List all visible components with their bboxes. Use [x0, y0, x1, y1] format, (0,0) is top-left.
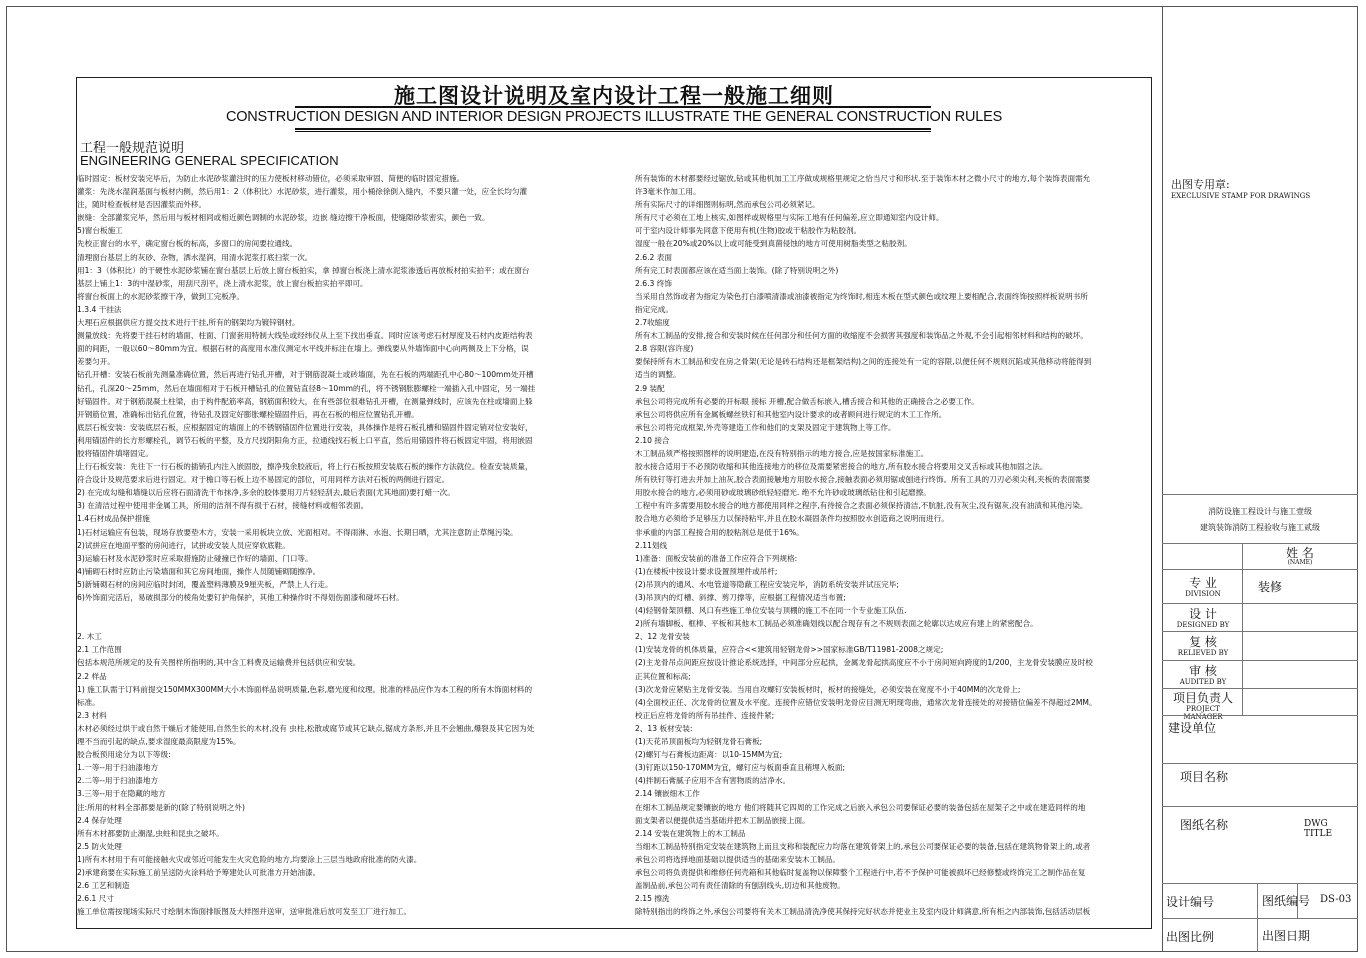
text-line: 2.2 样品 — [77, 671, 107, 681]
document-title-cn: 施工图设计说明及室内设计工程一般施工细则 — [394, 84, 834, 108]
left-text-column — [77, 172, 585, 918]
division-label-en: DIVISION — [1185, 590, 1221, 598]
text-line: 临时固定：板材安装完毕后，为防止水泥砂浆灌注时的压力使板材移动错位，必须采取审固、简便的临时固定措施。 — [77, 174, 465, 183]
project-manager-label: 项目负责人 — [1172, 691, 1233, 705]
qualification-line-1: 消防设施工程设计与施工壹级 — [1208, 507, 1312, 516]
text-line: (1)在楼板中按设计要求设置预埋件或吊杆; — [635, 566, 778, 576]
title-rule — [295, 131, 931, 132]
text-line: (2)吊顶内的通风、水电管道等隐蔽工程应安装完毕，消防系统安装并试压完毕; — [635, 579, 899, 589]
text-line: 所有木工制品的安排,接合和安装时候在任何部分和任何方面的收缩度不会损害其强度和装饰品之外观,不会引起相邻材料和结构的破坏。 — [635, 331, 1088, 341]
text-line: 所有实际尺寸的详细图则标明,然而承包公司必须紧记。 — [635, 200, 820, 210]
stamp-label-en: EXECLUSIVE STAMP FOR DRAWINGS — [1171, 192, 1311, 200]
text-line: 2.14 安装在建筑物上的木工制品 — [635, 828, 746, 838]
text-line: 2.4 保存处理 — [77, 815, 122, 825]
text-line: (3)吊顶内的灯槽、斜撑、剪刀撑等，应根据工程情况适当布置; — [635, 593, 846, 602]
text-line: 胶合板预用途分为以下等级: — [77, 750, 171, 760]
text-line: 木材必须经过烘干或自然干燥后才能使用,自然生长的木材,没有 虫柱,松散或腐节或其它缺点,锯成方条形,并且不会翘曲,爆裂及其它因为处 — [77, 723, 535, 733]
text-line: (1)安装龙骨的机体质量，应符合<<建筑用轻钢龙骨>>国家标准GB/T11981-2008之规定; — [635, 645, 944, 655]
text-line: 符合设计及规范要求后进行固定。对于檐口等石板上边不易固定的部位，可用同样方法对石板的两侧进行固定。 — [77, 475, 450, 485]
reviewed-label-en: RELIEVED BY — [1177, 649, 1229, 657]
text-line: (4)轻钢骨架顶棚、风口有些施工单位安装与顶棚的施工不在同一个专业施工队伍. — [635, 606, 907, 616]
stamp-label: 出图专用章: — [1171, 178, 1230, 191]
text-line: 2.6 工艺和制造 — [77, 881, 130, 891]
text-line: 2.6.2 表面 — [635, 252, 672, 262]
drawing-name-label: 图纸名称 — [1180, 818, 1229, 832]
text-line: 开钢筋位置，准确标出钻孔位置，待钻孔及固定好膨胀螺栓锚固件后，再在石板的相应位置钻孔开槽。 — [77, 409, 419, 419]
reviewed-label: 复 核 — [1189, 635, 1217, 649]
audited-label-en: AUDITED BY — [1179, 678, 1227, 686]
text-line: 1.3.4 干挂法 — [77, 304, 122, 314]
name-header-en: (NAME) — [1287, 559, 1313, 566]
date-label: 出图日期 — [1262, 929, 1311, 943]
divider — [1162, 631, 1358, 632]
text-line: 胶水接合适用于不必预防收缩和其他连接地方的移位及需要紧密接合的地方,所有胶水接合将要用交叉舌标或其他加固之法。 — [635, 462, 1048, 472]
text-line: 6)外饰面完活后，易破损部分的棱角处要钉护角保护，其他工种操作时不得划伤面漆和碰坏石材。 — [77, 593, 404, 602]
text-line: 非承重的内部工程接合用的胶粘剂总是低于16%。 — [635, 527, 804, 537]
title-block-border — [1162, 6, 1163, 952]
title-rule — [295, 106, 931, 108]
scale-label: 出图比例 — [1166, 930, 1215, 944]
text-line: 胶将锚固件填堵固定。 — [77, 448, 153, 458]
text-line: 2.1 工作范围 — [77, 645, 122, 655]
text-line: 用1：3（体积比）的干硬性水泥砂浆铺在窗台基层上后放上窗台板拍实，拿 掉窗台板浇上清水泥浆渗透后再放板材拍实拍平；或在窗台 — [77, 265, 530, 275]
text-line: 2. 木工 — [77, 632, 102, 642]
division-value: 装修 — [1258, 580, 1283, 594]
text-line: 3) 在清洁过程中使用非金属工具，所用的洁剂不得有损于石材，接缝材料或相邻表面。 — [77, 501, 369, 511]
text-line: 2.二等--用于扫油漆地方 — [77, 776, 159, 786]
text-line: 测量放线：先将要干挂石材的墙面、柱面、门窗套用特制大线坠或经纬仪从上至下找出垂直。同时应该考虑石材厚度及石材内皮距结构表 — [77, 331, 533, 341]
text-line: 注，随时检查板材是否因灌浆而外移。 — [77, 200, 207, 210]
text-line: 1)石材运输应有包装，现场存放要垫木方，安装一采用板块立放、光面相对。不得雨淋、水泡、长期日晒，尤其注意防止草绳污染。 — [77, 527, 518, 537]
text-line: 所有完工时表面都应该在适当面上装饰。(除了特别说明之外) — [635, 265, 839, 275]
divider — [1162, 763, 1358, 764]
text-line: 2、13 板材安装: — [635, 723, 693, 733]
text-line: 标准。 — [77, 697, 100, 707]
text-line: 面支架者以便提供适当基础并把木工制品嵌接上面。 — [635, 815, 810, 825]
text-line: 2.14 镶嵌细木工作 — [635, 789, 700, 799]
text-line: 将窗台板面上的水泥砂浆擦干净，做到工完板净。 — [77, 291, 245, 301]
text-line: 要保持所有木工制品和安在房之骨架(无论是砖石结构还是框架结构)之间的连接处有一定的容限,以便任何不规则沉陷或其他移动将能得到 — [635, 357, 1092, 367]
text-line — [77, 604, 585, 617]
divider — [1162, 806, 1358, 807]
document-title-en: CONSTRUCTION DESIGN AND INTERIOR DESIGN PROJECTS ILLUSTRATE THE GENERAL CONSTRUCTION RULES — [225, 109, 1003, 125]
text-line: 2.5 防火处理 — [77, 841, 122, 851]
text-line: 3.三等--用于在隐藏的地方 — [77, 789, 166, 799]
divider — [1162, 715, 1358, 716]
text-line: 清理窗台基层上的灰砂、杂物，洒水湿润，用清水泥浆打底扫浆一次。 — [77, 252, 313, 262]
text-line: (4)拌制石膏腻子应用不含有害物质的洁净水。 — [635, 776, 791, 786]
client-label: 建设单位 — [1168, 721, 1217, 735]
text-line: 施工单位需按现场实际尺寸绘制木饰面排版图及大样图并送审，送审批准后放可发至工厂进行加工。 — [77, 907, 412, 917]
text-line: (1)天花吊顶面板均为轻钢龙骨石膏板; — [635, 737, 763, 747]
text-line: 差要匀开。 — [77, 357, 115, 367]
text-line: 大理石应根据供应方提交技术进行干挂,所有的钢架均为镀锌钢材。 — [77, 318, 300, 328]
text-line: 包括本规范所规定的及有关图样所指明的,其中含工料费及运输费并包括供应和安装。 — [77, 658, 361, 668]
text-line: 湿度一般在20%或20%以上或可能受到真菌侵蚀的地方可使用树脂类型之粘胶剂。 — [635, 239, 912, 249]
title-block — [1162, 6, 1358, 952]
text-line: 2)所有墙脚板、框棒、平板和其他木工制品必须准确划线以配合现存有之不规则表面之轮廓以达成应有建上的紧密配合。 — [635, 619, 1038, 629]
text-line: 承包公司将完成框架,外壳等建造工作和他们的支架及固定于建筑物上等工作。 — [635, 422, 896, 432]
text-line: 1)所有木材用于有可能接触火灾或邻近可能发生火灾危险的地方,均要涂上三层当地政府批准的防火漆。 — [77, 854, 422, 864]
name-header: 姓 名 — [1286, 546, 1314, 560]
text-line: 灌浆：先浇水湿润基面与板材内侧，然后用1：2（体积比）水泥砂浆，进行灌浆，用小桶徐徐倒入缝内，不要只灌一处，应全长均匀灌 — [77, 187, 528, 197]
section-heading-cn: 工程一般规范说明 — [80, 141, 185, 156]
text-line: 3)运输石材及水泥砂浆时应采取措施防止碰撞已作好的墙面、门口等。 — [77, 553, 313, 563]
text-line: 2.3 材料 — [77, 710, 107, 720]
text-line: (2)主龙骨吊点间距应按设计推论系统选择，中间部分应起拱，金属龙骨起拱高度应不小于房间短向跨度的1/200，主龙骨安装膜应及时校 — [635, 658, 1093, 668]
text-line: 嵌缝：全部灌浆完毕，然后用与板材相同或相近颜色调制的水泥砂浆，边嵌 缝边擦干净板面，使缝隙砂浆密实，颜色一致。 — [77, 213, 490, 223]
text-line: 适当的调整。 — [635, 370, 681, 380]
spec-frame — [76, 77, 1152, 929]
text-line: 所有木材都要防止潮湿,虫蛀和昆虫之破坏。 — [77, 828, 224, 838]
text-line: 上行石板安装：先往下一行石板的插销孔内注入嵌固胶，擦净残余胶液后，将上行石板按照安装底石板的操作方法就位。检查安装质量， — [77, 462, 533, 472]
text-line: 指定完成。 — [635, 304, 673, 314]
text-line: 2.9 装配 — [635, 383, 665, 393]
divider — [1162, 883, 1358, 884]
text-line: 2)承建商要在实际施工前呈送防火涂料给予筹建处认可批准方开始油漆。 — [77, 867, 321, 877]
text-line: (2)螺钉与石膏板边距离：以10-15MM为宜; — [635, 750, 783, 760]
text-line: 2.8 容限(容许度) — [635, 344, 694, 354]
text-line: 底层石板安装：安装底层石板，应根据固定的墙面上的不锈钢锚固件位置进行安装，具体操作是将石板孔槽和锚固件固定销对位安装好， — [77, 422, 533, 432]
title-rule — [295, 128, 931, 130]
text-line: 所有铁钉等打进去并加上油灰,胶合表面接触地方用胶水接合,接触表面必须用锯或刨进行终饰。所有工具的刀刃必须尖利,夹板的表面需要 — [635, 475, 1091, 485]
division-label: 专 业 — [1189, 576, 1217, 590]
text-line: 1.4石材成品保护措施 — [77, 514, 150, 524]
text-line: 钻孔，孔深20～25mm，然后在墙面相对于石板开槽钻孔的位置钻直径8～10mm的孔，将不锈钢胀膨螺栓一端插入孔中固定，另一端挂 — [77, 383, 536, 393]
text-line: 用胶水接合的地方,必须用砂或玻璃砂纸轻轻磨光. 绝不允许砂或玻璃纸钻住和引起磨擦。 — [635, 488, 931, 498]
text-line: 当细木工制品特别指定安装在建筑物上而且支称和装配应力均落在建筑骨架上的,承包公司要保证必要的装备,包括在建筑物骨架上的,或者 — [635, 841, 1091, 851]
text-line: 正其位置和标高; — [635, 671, 691, 681]
text-line: 胶合地方必须给予足够压力以保持粘牢,并且在胶水凝固条件均按照胶水创造商之说明而进行。 — [635, 514, 949, 524]
divider — [1162, 603, 1358, 604]
designed-label: 设 计 — [1189, 607, 1217, 621]
text-line: 4)铺砌石材时应防止污染墙面和其它房间地面，操作人员随铺砌随擦净。 — [77, 566, 321, 576]
text-line: 2.6.1 尺寸 — [77, 894, 114, 904]
text-line: 可于室内设计师事先同意下使用有机(生物)胶或干粘胶作为粘胶剂。 — [635, 226, 862, 236]
text-line: 承包公司将选择地面基础以提供适当的基础来安装木工制品。 — [635, 854, 841, 864]
divider — [1162, 660, 1358, 661]
text-line: 2)试拼应在地面平整的房间进行，试拼或安装人员应穿软底鞋。 — [77, 540, 290, 550]
project-name-label: 项目名称 — [1180, 770, 1229, 784]
text-line: 5)新铺砌石材的房间应临时封闭，覆盖塑料薄膜及9厘夹板，严禁上人行走。 — [77, 579, 333, 589]
text-line: 校正后应将龙骨的所有吊挂件、连接件紧; — [635, 710, 775, 720]
divider — [1162, 494, 1358, 495]
drawing-name-label-en: DWG TITLE — [1304, 819, 1333, 839]
project-manager-label-en: PROJECT MANAGER — [1183, 705, 1223, 721]
text-line: (4)全面校正任、次龙骨的位置及水平度。连接件应错位安装明龙骨应目测无明现弯曲，通常次龙骨连接处的对接错位偏差不得超过2MM。 — [635, 697, 1097, 707]
designed-label-en: DESIGNED BY — [1176, 621, 1230, 629]
text-line: 除特别指出的终饰之外,承包公司要将有关木工制品清洗净使其保持完好状态并使业主及室内设计师满意,所有柜之内部装饰,包括活动层板 — [635, 907, 1091, 917]
text-line: 理不当而引起的缺点,要求湿度最高限度为15%。 — [77, 737, 241, 747]
text-line: 承包公司将负责提供和维修任何壳箱和其他临时复盖物以保障整个工程进行中,若不予保护可能被损坏已经修整或终饰完工之制作品在复 — [635, 867, 1086, 877]
text-line: 利用锚固件的长方形螺栓孔，调节石板的平整，及方尺找阴阳角方正，拉通线找石板上口平直，然后用锚固件将石板固定牢固，将用嵌固 — [77, 435, 533, 445]
text-line: 当采用自然饰或者为指定为染色打白漆喷清漆或油漆被指定为终饰时,相连木板在型式颜色或纹理上要相配合,表面终饰按照样板说明书所 — [635, 291, 1088, 301]
design-number-label: 设计编号 — [1166, 895, 1215, 909]
text-line: 基层上铺上1：3的中湿砂浆，用刮尺刮平，浇上清水泥浆，放上窗台板拍实拍平即可。 — [77, 278, 368, 288]
text-line: 木工制品须严格按照图样的说明建造,在没有特别指示的地方接合,应是按国家标准施工。 — [635, 448, 929, 458]
text-line: 所有尺寸必须在工地上核实,如图样或规格里与实际工地有任何偏差,应立即通知室内设计师。 — [635, 213, 944, 223]
text-line: 工程中有许多需要用胶水接合的地方都使用同样之程序,有待接合之表面必须保持清洁,不肮脏,没有灰尘,没有锯灰,没有油渍和其他污染。 — [635, 501, 1088, 511]
text-line: 好锚固件。对于钢筋混凝土柱梁，由于构件配筋率高，钢筋面积较大，在有些部位很难钻孔开槽，在测量弹线时，应该先在柱或墙面上躲 — [77, 396, 533, 406]
audited-label: 审 核 — [1189, 664, 1217, 678]
qualification-line-2: 建筑装饰消防工程验收与施工贰级 — [1200, 523, 1320, 532]
text-line: 2.11划线 — [635, 540, 668, 550]
text-line: 先校正窗台的水平，确定窗台板的标高，多窗口的房间要拉通线。 — [77, 239, 298, 249]
text-line: 在细木工制品规定要镶嵌的地方 他们将随其它四周的工作完成之后嵌入承包公司要保证必要的装备包括在屋架子之中或在建造同样的地 — [635, 802, 1086, 812]
drawing-number-label: 图纸编号 — [1262, 894, 1311, 908]
text-line: 2.6.3 终饰 — [635, 278, 672, 288]
drawing-number-value: DS-03 — [1320, 894, 1352, 905]
text-line: 许3毫米作加工用。 — [635, 187, 701, 197]
text-line: 1)准备：面板安装前的准备工作应符合下列规格: — [635, 553, 798, 563]
section-heading-en: ENGINEERING GENERAL SPECIFICATION — [80, 153, 339, 168]
text-line: 1) 施工队需于订料前提交150MMX300MM大小木饰面样品说明质量,色彩,磨光度和纹理。批准的样品应作为本工程的所有木饰面材料的 — [77, 684, 533, 694]
text-line: 钻孔开槽：安装石板前先测量准确位置，然后再进行钻孔开槽，对于钢筋混凝土或砖墙面，先在石板的两端距孔中心80～100mm处开槽 — [77, 370, 534, 380]
text-line: 盖制品前,承包公司有责任清除的有刨刮线头,切边和其他废物。 — [635, 881, 845, 891]
text-line: 2、12 龙骨安装 — [635, 632, 690, 642]
text-line: 2.15 擦洗 — [635, 894, 670, 904]
text-line: 1.一等--用于扫油漆地方 — [77, 763, 159, 773]
text-line: 5)窗台板施工 — [77, 226, 123, 236]
text-line: 承包公司将供应所有金属板螺丝铁钉和其他室内设计要求的或者顾问进行规定的木工工作所。 — [635, 409, 947, 419]
text-line — [77, 617, 585, 630]
text-line: 2.10 接合 — [635, 435, 670, 445]
text-line: 2.7收缩度 — [635, 318, 670, 328]
text-line: 所有装饰的木材都要经过锯放,钻或其他机加工工序做成规格里规定之恰当尺寸和形状.至于装饰木材之微小尺寸的地方,每个装饰表面需允 — [635, 174, 1091, 183]
text-line: 注:所用的材料全部都要是新的(除了特别说明之外) — [77, 802, 245, 812]
divider — [1162, 918, 1358, 919]
divider — [1162, 569, 1358, 570]
right-text-column — [635, 172, 1147, 918]
text-line: (3)次龙骨应紧贴主龙骨安装。当用自攻螺钉安装板材时，板材的接缝处，必须安装在宽度不小于40MM的次龙骨上; — [635, 684, 1021, 694]
text-line: 2) 在完成勾缝和墙缝以后应将石面清洗干布抹净,多余的胶体要用刀片轻轻刮去,最后表面(尤其地面)要打蜡一次。 — [77, 488, 455, 498]
text-line: (3)钉距以150-170MM为宜，螺钉应与板面垂直且稍埋入板面; — [635, 763, 846, 773]
text-line: 承包公司将完成所有必要的开标眼 接标 开槽,配合做舌标嵌入,槽舌接合和其他的正确接合之必要工作。 — [635, 396, 979, 406]
text-line: 面的间距，一般以60～80mm为宜。根据石材的高度用水准仪测定水平线并标注在墙上。弹线要从外墙饰面中心向两侧及上下分格，误 — [77, 344, 529, 354]
